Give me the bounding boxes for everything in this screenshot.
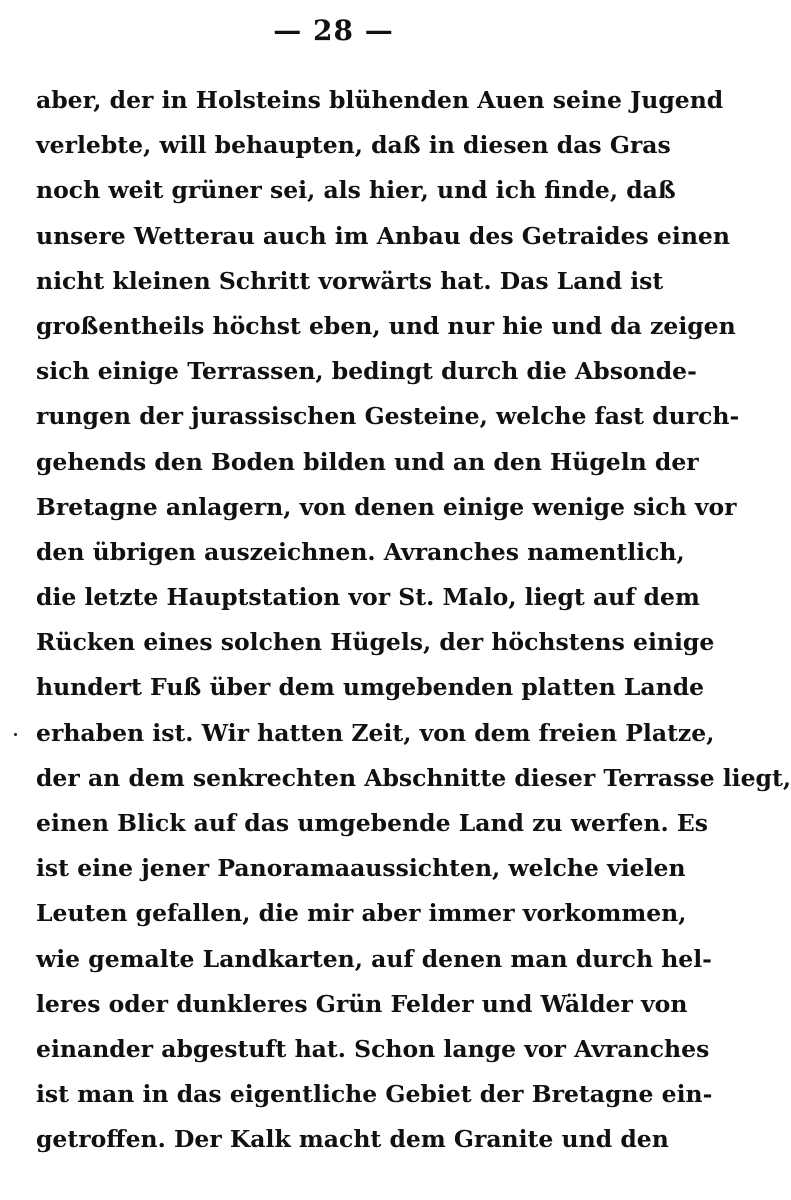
text-line: sich einige Terrassen, bedingt durch die Absonde- xyxy=(36,357,697,386)
text-line: gehends den Boden bilden und an den Hügeln der xyxy=(36,447,699,476)
text-line: noch weit grüner sei, als hier, und ich finde, daß xyxy=(36,176,676,205)
text-line: wie gemalte Landkarten, auf denen man durch hel- xyxy=(36,944,712,973)
text-line: nicht kleinen Schritt vorwärts hat. Das Land ist xyxy=(36,266,664,295)
text-line: die letzte Hauptstation vor St. Malo, liegt auf dem xyxy=(36,583,700,612)
text-line: großentheils höchst eben, und nur hie und da zeigen xyxy=(36,311,736,340)
text-line: getroffen. Der Kalk macht dem Granite und den xyxy=(36,1125,669,1154)
text-line: Bretagne anlagern, von denen einige wenige sich vor xyxy=(36,492,737,521)
text-line: rungen der jurassischen Gesteine, welche fast durch- xyxy=(36,402,740,431)
text-line: leres oder dunkleres Grün Felder und Wälder von xyxy=(36,989,688,1018)
text-line: der an dem senkrechten Abschnitte dieser Terrasse liegt, xyxy=(36,763,791,792)
text-line: einander abgestuft hat. Schon lange vor Avranches xyxy=(36,1034,710,1063)
text-line: hundert Fuß über dem umgebenden platten Lande xyxy=(36,673,705,702)
text-line: ist man in das eigentliche Gebiet der Bretagne ein- xyxy=(36,1080,713,1109)
text-line: den übrigen auszeichnen. Avranches namentlich, xyxy=(36,537,685,566)
text-line: Rücken eines solchen Hügels, der höchstens einige xyxy=(36,628,715,657)
text-line: verlebte, will behaupten, daß in diesen das Gras xyxy=(36,131,671,160)
body-text xyxy=(36,78,791,1163)
page-number: — 28 — xyxy=(273,14,394,47)
text-line: aber, der in Holsteins blühenden Auen seine Jugend xyxy=(36,86,724,114)
margin-dot xyxy=(14,733,17,736)
text-line: ist eine jener Panoramaaussichten, welche vielen xyxy=(36,854,686,883)
text-line: erhaben ist. Wir hatten Zeit, von dem freien Platze, xyxy=(36,718,715,747)
text-line: einen Blick auf das umgebende Land zu werfen. Es xyxy=(36,809,708,837)
text-line: Leuten gefallen, die mir aber immer vorkommen, xyxy=(36,899,687,928)
text-line: unsere Wetterau auch im Anbau des Getraides einen xyxy=(36,221,730,250)
